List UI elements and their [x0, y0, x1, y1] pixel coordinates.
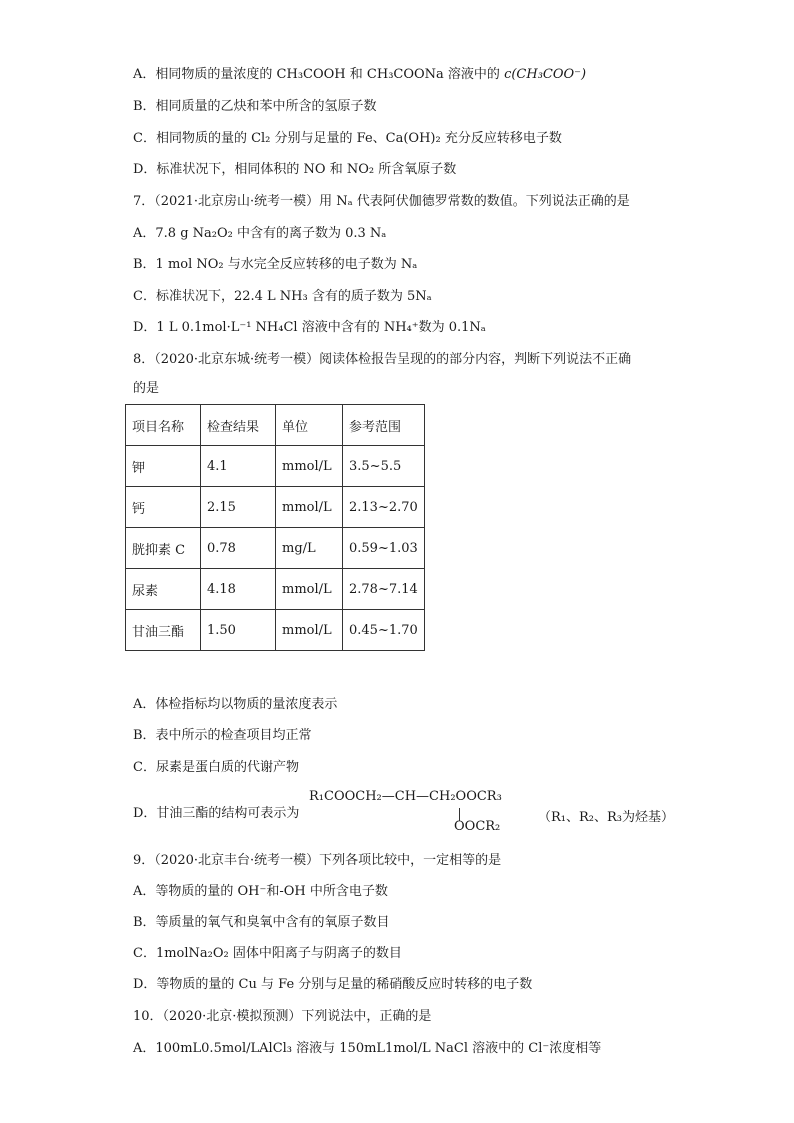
table-cell: mmol/L	[276, 487, 343, 528]
table-header-cell: 检查结果	[201, 405, 276, 446]
table-row	[126, 610, 425, 651]
table-header-row	[126, 405, 425, 446]
q7-option-c: C．标准状况下，22.4 L NH₃ 含有的质子数为 5Nₐ	[133, 289, 432, 304]
q9-option-c: C．1molNa₂O₂ 固体中阳离子与阴离子的数目	[133, 946, 402, 961]
q8-option-d-text: D．甘油三酯的结构可表示为	[133, 806, 300, 821]
q9-stem: 9．（2020·北京丰台·统考一模）下列各项比较中，一定相等的是	[133, 853, 502, 868]
table-header-cell: 项目名称	[126, 405, 201, 446]
table-row	[126, 528, 425, 569]
table-cell: 4.1	[201, 446, 276, 487]
q9-option-a: A．等物质的量的 OH⁻和-OH 中所含电子数	[133, 884, 388, 899]
q10-option-a: A．100mL0.5mol/LAlCl₃ 溶液与 150mL1mol/L NaCl 溶液中的 Cl⁻浓度相等	[133, 1041, 602, 1056]
q8-stem-line2: 的是	[133, 381, 160, 396]
q6-option-a-ch3cooh: CH₃COOH	[276, 67, 346, 82]
structure-branch: OOCR₂	[454, 819, 501, 834]
health-report-table	[125, 404, 425, 651]
q8-stem-line1: 8．（2020·北京东城·统考一模）阅读体检报告呈现的的部分内容，判断下列说法不正确	[133, 352, 632, 367]
q6-option-a	[133, 67, 586, 83]
q8-option-c: C．尿素是蛋白质的代谢产物	[133, 760, 299, 775]
table-header-cell: 单位	[276, 405, 343, 446]
q6-option-c: C．相同物质的量的 Cl₂ 分别与足量的 Fe、Ca(OH)₂ 充分反应转移电子数	[133, 131, 562, 146]
table-cell: mg/L	[276, 528, 343, 569]
table-cell: mmol/L	[276, 569, 343, 610]
q6-option-a-mid: 和	[345, 67, 367, 82]
q7-option-b: B．1 mol NO₂ 与水完全反应转移的电子数为 Nₐ	[133, 257, 418, 272]
table-row	[126, 569, 425, 610]
table-header-cell: 参考范围	[343, 405, 425, 446]
table-row	[126, 446, 425, 487]
q10-stem: 10．（2020·北京·模拟预测）下列说法中，正确的是	[133, 1009, 432, 1024]
q6-option-b: B．相同质量的乙炔和苯中所含的氢原子数	[133, 99, 377, 114]
table-row	[126, 487, 425, 528]
q8-option-a: A．体检指标均以物质的量浓度表示	[133, 697, 338, 712]
q6-option-a-ch3coona: CH₃COONa	[366, 67, 444, 82]
table-cell: 0.59~1.03	[343, 528, 425, 569]
q6-option-a-suffix: 溶液中的	[443, 67, 505, 82]
table-cell: 0.78	[201, 528, 276, 569]
table-cell: 4.18	[201, 569, 276, 610]
q6-option-a-conc: c(CH₃COO⁻)	[504, 67, 587, 82]
q7-option-d: D．1 L 0.1mol·L⁻¹ NH₄Cl 溶液中含有的 NH₄⁺数为 0.1Nₐ	[133, 320, 486, 335]
q6-option-a-prefix: A．相同物质的量浓度的	[133, 67, 277, 82]
table-cell: 甘油三酯	[126, 610, 201, 651]
q7-option-a: A．7.8 g Na₂O₂ 中含有的离子数为 0.3 Nₐ	[133, 226, 387, 241]
table-cell: 1.50	[201, 610, 276, 651]
q7-stem: 7．（2021·北京房山·统考一模）用 Nₐ 代表阿伏伽德罗常数的数值。下列说法正确的是	[133, 194, 630, 209]
q8-option-d-note: （R₁、R₂、R₃为烃基）	[538, 810, 674, 825]
table-cell: 钾	[126, 446, 201, 487]
table-cell: mmol/L	[276, 446, 343, 487]
table-cell: 2.13~2.70	[343, 487, 425, 528]
table-cell: 尿素	[126, 569, 201, 610]
table-cell: 3.5~5.5	[343, 446, 425, 487]
table-cell: 2.78~7.14	[343, 569, 425, 610]
q9-option-d: D．等物质的量的 Cu 与 Fe 分别与足量的稀硝酸反应时转移的电子数	[133, 977, 533, 992]
q9-option-b: B．等质量的氧气和臭氧中含有的氧原子数目	[133, 915, 390, 930]
table-cell: 2.15	[201, 487, 276, 528]
table-cell: 0.45~1.70	[343, 610, 425, 651]
table-cell: 钙	[126, 487, 201, 528]
q8-option-b: B．表中所示的检查项目均正常	[133, 728, 312, 743]
q6-option-d: D．标准状况下，相同体积的 NO 和 NO₂ 所含氧原子数	[133, 162, 457, 177]
table-cell: mmol/L	[276, 610, 343, 651]
table-cell: 胱抑素 C	[126, 528, 201, 569]
structure-main-chain: R₁COOCH₂—CH—CH₂OOCR₃	[309, 789, 502, 804]
